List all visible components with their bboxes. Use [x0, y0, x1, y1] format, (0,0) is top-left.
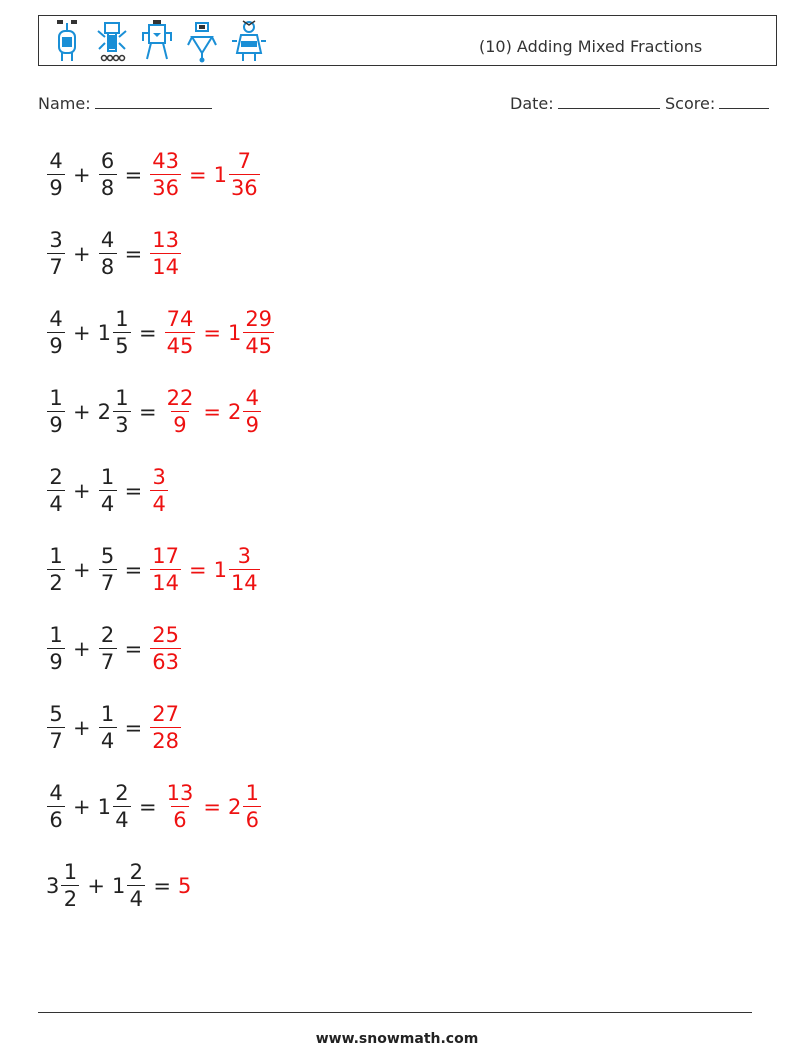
numerator: 43	[152, 149, 179, 173]
fraction	[99, 467, 117, 515]
denominator: 7	[99, 569, 117, 594]
equals-sign: =	[124, 637, 143, 661]
plus-sign: +	[73, 637, 91, 661]
denominator: 9	[47, 648, 65, 673]
fraction	[243, 783, 261, 831]
footer-divider	[38, 1012, 752, 1013]
numerator: 1	[49, 386, 63, 410]
footer-url: www.snowmath.com	[315, 1031, 479, 1047]
robot-icon	[54, 19, 80, 63]
denominator: 36	[152, 176, 179, 200]
score-field	[665, 94, 769, 113]
fraction	[150, 230, 181, 278]
numerator: 27	[152, 702, 179, 726]
fraction	[47, 309, 65, 357]
numerator: 1	[63, 860, 78, 884]
problem-row	[46, 698, 182, 758]
date-blank[interactable]	[558, 94, 660, 109]
whole-number: 3	[46, 874, 60, 898]
addend-b	[98, 467, 118, 515]
denominator: 14	[152, 255, 179, 279]
date-label: Date:	[510, 94, 554, 113]
addend-b	[112, 862, 146, 910]
denominator: 4	[99, 727, 117, 752]
fraction	[243, 309, 274, 357]
equals-sign: =	[188, 558, 207, 582]
addend-b	[98, 151, 118, 199]
answer	[164, 309, 275, 357]
numerator: 29	[245, 307, 273, 331]
whole-number: 1	[213, 163, 227, 187]
equals-sign: =	[203, 321, 221, 345]
addend-a	[46, 151, 66, 199]
answer	[149, 625, 182, 673]
denominator: 36	[230, 176, 258, 200]
whole-number: 2	[227, 795, 242, 819]
denominator: 3	[113, 411, 131, 436]
numerator: 3	[152, 465, 166, 489]
plus-sign: +	[73, 795, 91, 819]
fraction	[165, 388, 196, 436]
equals-sign: =	[203, 795, 221, 819]
numerator: 4	[49, 781, 63, 805]
addend-a	[46, 230, 66, 278]
numerator: 1	[100, 465, 115, 489]
fraction	[99, 704, 117, 752]
plus-sign: +	[73, 716, 91, 740]
numerator: 25	[152, 623, 179, 647]
answer	[164, 783, 263, 831]
numerator: 4	[49, 307, 63, 331]
plus-sign: +	[87, 874, 105, 898]
equals-sign: =	[203, 400, 221, 424]
fraction	[150, 704, 181, 752]
robot-icon	[187, 19, 217, 63]
improper-answer	[149, 546, 182, 594]
score-label: Score:	[665, 94, 716, 113]
fraction	[47, 388, 65, 436]
addend-b	[98, 783, 132, 831]
problem-row	[46, 303, 275, 363]
equals-sign: =	[138, 321, 157, 345]
denominator: 9	[47, 174, 65, 199]
numerator: 1	[115, 386, 129, 410]
fraction	[229, 546, 260, 594]
fraction	[47, 546, 65, 594]
denominator: 7	[47, 727, 65, 752]
denominator: 2	[47, 569, 65, 594]
improper-answer	[149, 467, 169, 515]
equals-sign: =	[124, 479, 143, 503]
fraction	[61, 862, 79, 910]
worksheet-title: (10) Adding Mixed Fractions	[479, 37, 703, 56]
answer	[149, 704, 182, 752]
denominator: 4	[150, 490, 168, 515]
answer	[164, 388, 263, 436]
whole-answer: 5	[177, 874, 192, 898]
fraction	[243, 388, 261, 436]
plus-sign: +	[73, 558, 91, 582]
fraction	[47, 704, 65, 752]
denominator: 14	[152, 571, 179, 595]
fraction	[47, 230, 65, 278]
score-blank[interactable]	[719, 94, 769, 109]
addend-a	[46, 546, 66, 594]
fraction	[47, 467, 65, 515]
robot-icon	[95, 19, 129, 63]
whole-number: 2	[97, 400, 111, 424]
numerator: 6	[100, 149, 115, 173]
numerator: 4	[100, 228, 115, 252]
denominator: 14	[230, 571, 258, 595]
numerator: 1	[245, 781, 259, 805]
fraction	[113, 388, 131, 436]
fraction	[150, 467, 168, 515]
numerator: 17	[152, 544, 179, 568]
date-field	[510, 94, 660, 113]
denominator: 4	[99, 490, 117, 515]
mixed-answer	[228, 783, 262, 831]
plus-sign: +	[73, 479, 91, 503]
fraction	[229, 151, 260, 199]
whole-number: 1	[97, 795, 111, 819]
fraction	[99, 625, 117, 673]
problem-row	[46, 224, 182, 284]
answer	[149, 467, 169, 515]
problem-row	[46, 382, 262, 442]
answer	[178, 874, 191, 898]
equals-sign: =	[124, 163, 143, 187]
denominator: 6	[243, 806, 261, 831]
equals-sign: =	[124, 716, 143, 740]
numerator: 74	[166, 307, 194, 331]
addend-a	[46, 704, 66, 752]
numerator: 5	[100, 544, 115, 568]
plus-sign: +	[73, 242, 91, 266]
name-label: Name:	[38, 94, 91, 113]
fraction	[165, 309, 196, 357]
fraction	[113, 309, 131, 357]
improper-answer	[149, 151, 182, 199]
numerator: 1	[115, 307, 129, 331]
equals-sign: =	[138, 795, 157, 819]
problem-row	[46, 461, 169, 521]
numerator: 3	[237, 544, 251, 568]
numerator: 2	[115, 781, 129, 805]
fraction	[150, 546, 181, 594]
improper-answer	[164, 783, 197, 831]
denominator: 4	[127, 885, 145, 910]
numerator: 2	[129, 860, 144, 884]
numerator: 2	[49, 465, 63, 489]
numerator: 1	[49, 623, 63, 647]
mixed-answer	[228, 309, 275, 357]
addend-b	[98, 230, 118, 278]
plus-sign: +	[73, 400, 91, 424]
equals-sign: =	[138, 400, 157, 424]
whole-number: 1	[213, 558, 227, 582]
name-blank[interactable]	[95, 94, 212, 109]
denominator: 6	[171, 806, 189, 831]
improper-answer	[164, 388, 197, 436]
denominator: 4	[47, 490, 65, 515]
mixed-answer	[214, 151, 261, 199]
fraction	[99, 546, 117, 594]
addend-a	[46, 388, 66, 436]
addend-b	[98, 625, 118, 673]
addend-a	[46, 467, 66, 515]
denominator: 6	[47, 806, 65, 831]
fraction	[127, 862, 145, 910]
fraction	[165, 783, 196, 831]
numerator: 22	[166, 386, 194, 410]
problem-row	[46, 856, 191, 916]
addend-a	[46, 783, 66, 831]
improper-answer	[149, 230, 182, 278]
addend-a	[46, 309, 66, 357]
numerator: 4	[245, 386, 259, 410]
fraction	[150, 625, 181, 673]
improper-answer	[149, 704, 182, 752]
numerator: 4	[49, 149, 63, 173]
numerator: 5	[49, 702, 63, 726]
worksheet-header	[38, 15, 777, 66]
numerator: 1	[100, 702, 115, 726]
fraction	[47, 783, 65, 831]
equals-sign: =	[188, 163, 207, 187]
equals-sign: =	[124, 242, 143, 266]
denominator: 9	[47, 332, 65, 357]
addend-b	[98, 704, 118, 752]
mixed-answer	[228, 388, 262, 436]
answer	[149, 151, 260, 199]
fraction	[47, 625, 65, 673]
numerator: 13	[152, 228, 179, 252]
equals-sign: =	[153, 874, 171, 898]
robot-icon	[231, 19, 267, 63]
fraction	[113, 783, 131, 831]
addend-a	[46, 625, 66, 673]
denominator: 5	[113, 332, 131, 357]
denominator: 4	[113, 806, 131, 831]
denominator: 9	[47, 411, 65, 436]
name-field	[38, 94, 212, 113]
numerator: 7	[237, 149, 251, 173]
whole-number: 1	[227, 321, 242, 345]
equals-sign: =	[124, 558, 143, 582]
whole-number: 1	[97, 321, 111, 345]
denominator: 7	[47, 253, 65, 278]
addend-b	[98, 309, 132, 357]
whole-number: 1	[111, 874, 126, 898]
plus-sign: +	[73, 163, 91, 187]
improper-answer	[164, 309, 197, 357]
problem-row	[46, 540, 261, 600]
numerator: 1	[49, 544, 63, 568]
problem-row	[46, 777, 262, 837]
answer	[149, 230, 182, 278]
denominator: 63	[152, 650, 179, 674]
fraction	[99, 151, 117, 199]
improper-answer	[149, 625, 182, 673]
fraction	[99, 230, 117, 278]
denominator: 45	[166, 334, 194, 358]
denominator: 7	[99, 648, 117, 673]
denominator: 9	[171, 411, 189, 436]
plus-sign: +	[73, 321, 91, 345]
mixed-answer	[214, 546, 261, 594]
denominator: 28	[152, 729, 179, 753]
numerator: 2	[100, 623, 115, 647]
addend-b	[98, 388, 132, 436]
denominator: 8	[99, 174, 117, 199]
numerator: 13	[166, 781, 194, 805]
fraction	[47, 151, 65, 199]
addend-b	[98, 546, 118, 594]
whole-number: 2	[227, 400, 242, 424]
answer	[149, 546, 260, 594]
denominator: 9	[243, 411, 261, 436]
problem-row	[46, 619, 182, 679]
robot-icon	[141, 19, 173, 63]
denominator: 8	[99, 253, 117, 278]
addend-a	[46, 862, 80, 910]
denominator: 45	[245, 334, 273, 358]
problem-row	[46, 145, 261, 205]
numerator: 3	[49, 228, 63, 252]
fraction	[150, 151, 181, 199]
denominator: 2	[61, 885, 79, 910]
